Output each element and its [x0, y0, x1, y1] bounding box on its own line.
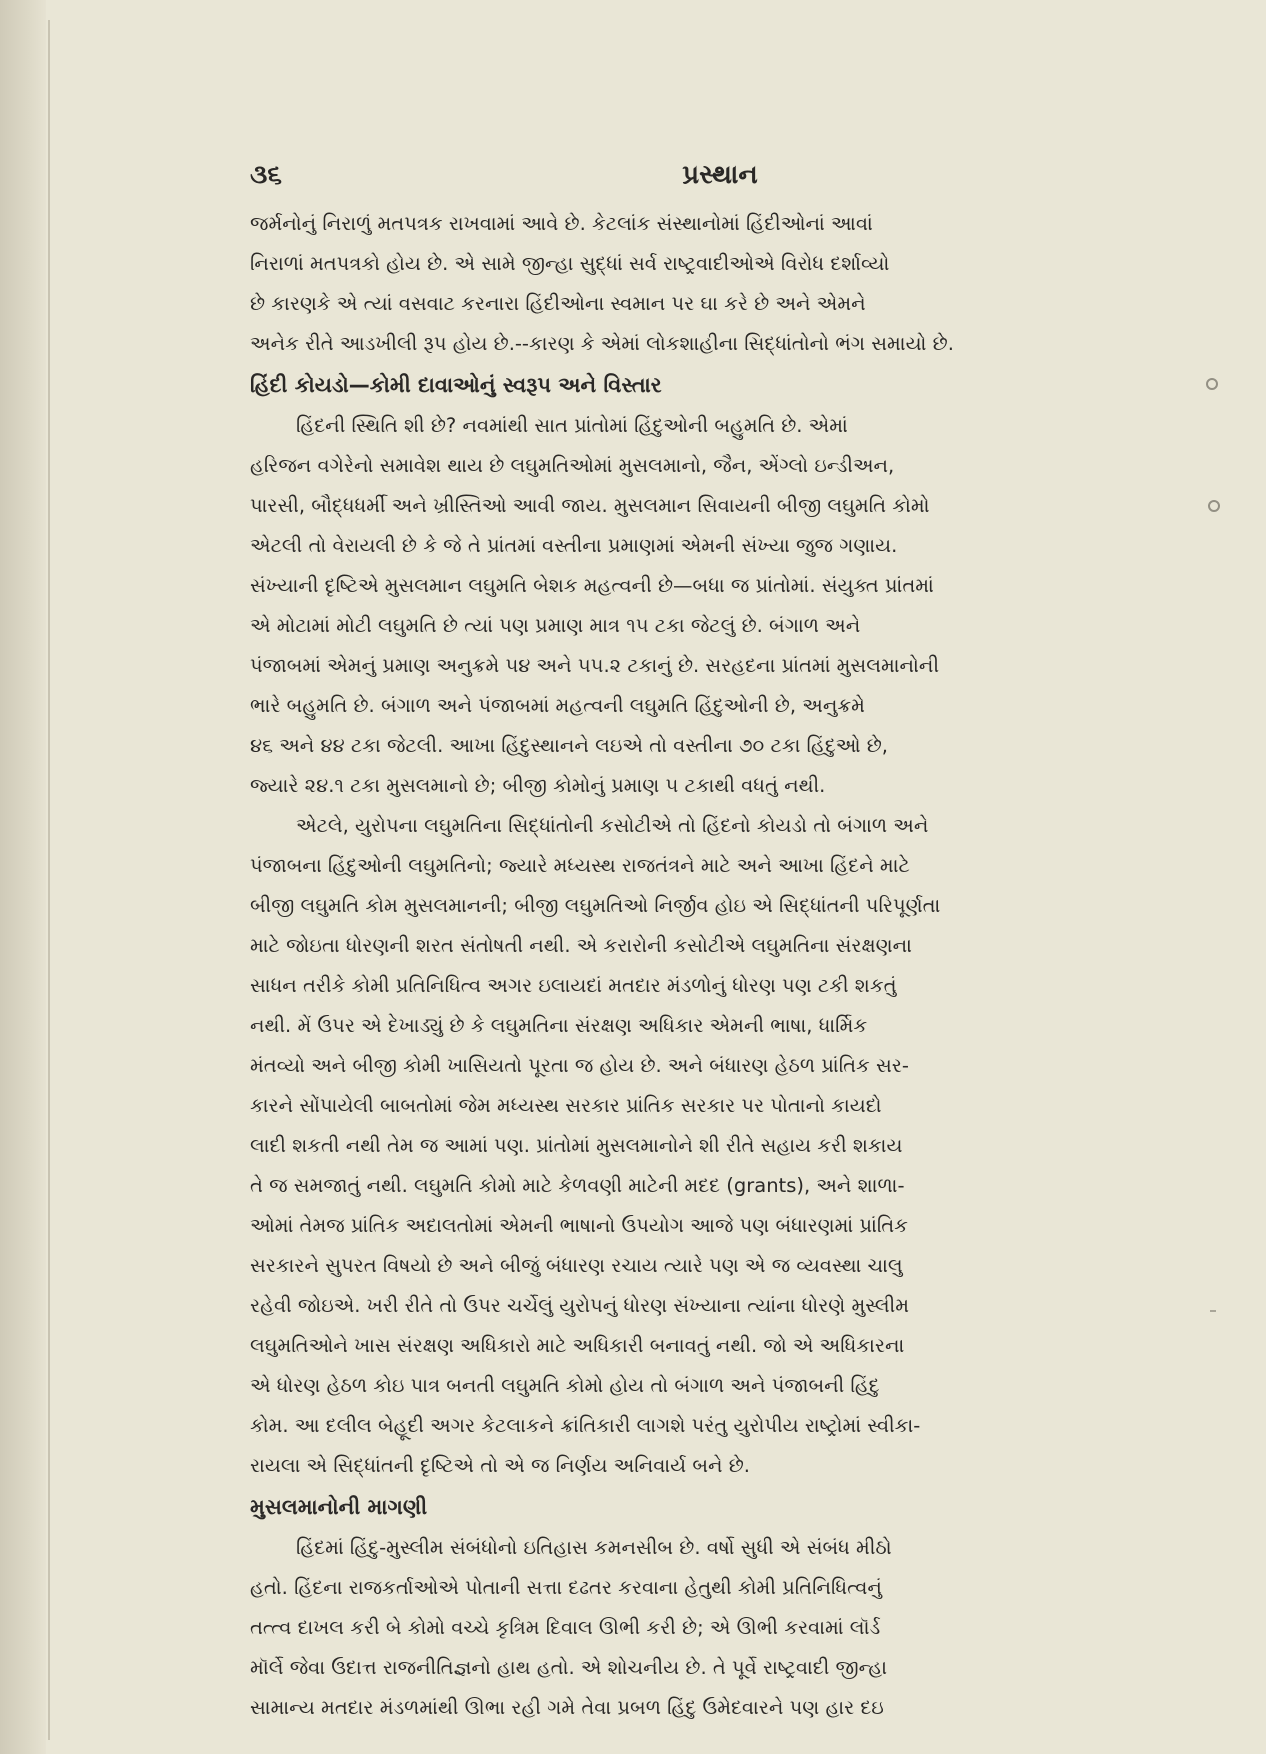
text-line: ઓમાં તેમજ પ્રાંતિક અદાલતોમાં એમની ભાષાનો ઉપયોગ આજે પણ બંધારણમાં પ્રાંતિક — [250, 1214, 908, 1237]
text-line: લાદી શકતી નથી તેમ જ આમાં પણ. પ્રાંતોમાં મુસલમાનોને શી રીતે સહાય કરી શકાય — [250, 1134, 903, 1157]
text-line: કોમ. આ દલીલ બેહૂદી અગર કેટલાકને ક્રાંતિકારી લાગશે પરંતુ યુરોપીય રાષ્ટ્રોમાં સ્વીકા- — [250, 1414, 921, 1437]
text-line: પંજાબમાં એમનું પ્રમાણ અનુક્રમે ૫૪ અને ૫૫.૨ ટકાનું છે. સરહદના પ્રાંતમાં મુસલમાનોની — [250, 654, 940, 677]
text-line: જ્યારે ૨૪.૧ ટકા મુસલમાનો છે; બીજી કોમોનું પ્રમાણ ૫ ટકાથી વધતું નથી. — [250, 774, 826, 797]
margin-speck — [1208, 500, 1220, 512]
text-line: ભારે બહુમતિ છે. બંગાળ અને પંજાબમાં મહત્વની લઘુમતિ હિંદુઓની છે, અનુક્રમે — [250, 694, 865, 717]
text-line: તત્ત્વ દાખલ કરી બે કોમો વચ્ચે કૃત્રિમ દિવાલ ઊભી કરી છે; એ ઊભી કરવામાં લૉર્ડ — [250, 1616, 881, 1639]
scan-edge — [0, 0, 46, 1754]
text-line: સાધન તરીકે કોમી પ્રતિનિધિત્વ અગર ઇલાયદાં મતદાર મંડળોનું ધોરણ પણ ટકી શકતું — [250, 974, 897, 997]
text-line: તે જ સમજાતું નથી. લઘુમતિ કોમો માટે કેળવણી માટેની મદદ (grants), અને શાળા- — [250, 1174, 905, 1197]
section-heading: હિંદી કોયડો—કોમી દાવાઓનું સ્વરૂપ અને વિસ્તાર — [250, 373, 662, 397]
text-line: અનેક રીતે આડખીલી રૂપ હોય છે.--કારણ કે એમાં લોકશાહીના સિદ્ધાંતોનો ભંગ સમાયો છે. — [250, 332, 954, 355]
margin-speck — [1206, 378, 1218, 390]
text-line: નથી. મેં ઉપર એ દેખાડ્યું છે કે લઘુમતિના સંરક્ષણ અધિકાર એમની ભાષા, ધાર્મિક — [250, 1014, 868, 1037]
text-line: એ મોટામાં મોટી લઘુમતિ છે ત્યાં પણ પ્રમાણ માત્ર ૧૫ ટકા જેટલું છે. બંગાળ અને — [250, 614, 861, 637]
body-text — [250, 204, 1190, 1728]
text-line: નિરાળાં મતપત્રકો હોય છે. એ સામે જીન્હા સુદ્ધાં સર્વ રાષ્ટ્રવાદીઓએ વિરોધ દર્શાવ્યો — [250, 252, 890, 275]
text-line: હતો. હિંદના રાજકર્તાઓએ પોતાની સત્તા દઢતર કરવાના હેતુથી કોમી પ્રતિનિધિત્વનું — [250, 1576, 882, 1599]
text-line: પંજાબના હિંદુઓની લઘુમતિનો; જ્યારે મધ્યસ્થ રાજતંત્રને માટે અને આખા હિંદને માટે — [250, 854, 910, 877]
text-line: રાયલા એ સિદ્ધાંતની દૃષ્ટિએ તો એ જ નિર્ણય અનિવાર્ય બને છે. — [250, 1454, 750, 1477]
text-line: મૉર્લે જેવા ઉદાત્ત રાજનીતિજ્ઞનો હાથ હતો. એ શોચનીય છે. તે પૂર્વે રાષ્ટ્રવાદી જીન્હા — [250, 1656, 888, 1679]
text-line: માટે જોઇતા ધોરણની શરત સંતોષતી નથી. એ કરારોની કસોટીએ લઘુમતિના સંરક્ષણના — [250, 934, 912, 957]
text-line: હિંદમાં હિંદુ-મુસ્લીમ સંબંધોનો ઇતિહાસ કમનસીબ છે. વર્ષો સુધી એ સંબંધ મીઠો — [296, 1536, 892, 1559]
text-line: બીજી લઘુમતિ કોમ મુસલમાનની; બીજી લઘુમતિઓ નિર્જીવ હોઇ એ સિદ્ધાંતની પરિપૂર્ણતા — [250, 894, 941, 917]
running-head — [250, 160, 1190, 204]
section-heading: મુસલમાનોની માગણી — [250, 1495, 428, 1519]
page-number: ૩૬ — [250, 160, 282, 190]
book-page — [250, 160, 1190, 1728]
text-line: સરકારને સુપરત વિષયો છે અને બીજું બંધારણ રચાય ત્યારે પણ એ જ વ્યવસ્થા ચાલુ — [250, 1254, 903, 1277]
text-line: સંખ્યાની દૃષ્ટિએ મુસલમાન લઘુમતિ બેશક મહત્વની છે—બધા જ પ્રાંતોમાં. સંયુક્ત પ્રાંતમાં — [250, 574, 934, 597]
text-line: કારને સોંપાયેલી બાબતોમાં જેમ મધ્યસ્થ સરકાર પ્રાંતિક સરકાર પર પોતાનો કાયદો — [250, 1094, 882, 1117]
text-line: છે કારણકે એ ત્યાં વસવાટ કરનારા હિંદીઓના સ્વમાન પર ઘા કરે છે અને એમને — [250, 292, 866, 315]
running-title: પ્રસ્થાન — [682, 160, 758, 190]
text-line: લઘુમતિઓને ખાસ સંરક્ષણ અધિકારો માટે અધિકારી બનાવતું નથી. જો એ અધિકારના — [250, 1334, 905, 1357]
text-line: સામાન્ય મતદાર મંડળમાંથી ઊભા રહી ગમે તેવા પ્રબળ હિંદુ ઉમેદવારને પણ હાર દઇ — [250, 1696, 884, 1719]
binding-fold — [48, 20, 50, 1740]
text-line: હરિજન વગેરેનો સમાવેશ થાય છે લઘુમતિઓમાં મુસલમાનો, જૈન, એંગ્લો ઇન્ડીઅન, — [250, 454, 895, 477]
text-line: હિંદની સ્થિતિ શી છે? નવમાંથી સાત પ્રાંતોમાં હિંદુઓની બહુમતિ છે. એમાં — [296, 414, 848, 437]
text-line: મંતવ્યો અને બીજી કોમી ખાસિયતો પૂરતા જ હોય છે. અને બંધારણ હેઠળ પ્રાંતિક સર- — [250, 1054, 909, 1077]
text-line: ૪૬ અને ૪૪ ટકા જેટલી. આખા હિંદુસ્થાનને લઇએ તો વસ્તીના ૭૦ ટકા હિંદુઓ છે, — [250, 734, 889, 757]
text-line: એટલે, યુરોપના લઘુમતિના સિદ્ધાંતોની કસોટીએ તો હિંદનો કોયડો તો બંગાળ અને — [296, 814, 929, 837]
text-line: એ ધોરણ હેઠળ કોઇ પાત્ર બનતી લઘુમતિ કોમો હોય તો બંગાળ અને પંજાબની હિંદુ — [250, 1374, 880, 1397]
text-line: એટલી તો વેરાયલી છે કે જે તે પ્રાંતમાં વસ્તીના પ્રમાણમાં એમની સંખ્યા જુજ ગણાય. — [250, 534, 898, 557]
margin-speck — [1210, 1310, 1216, 1312]
text-line: રહેવી જોઇએ. ખરી રીતે તો ઉપર ચર્ચેલું યુરોપનું ધોરણ સંખ્યાના ત્યાંના ધોરણે મુસ્લીમ — [250, 1294, 910, 1317]
text-line: પારસી, બૌદ્ધધર્મી અને ખ્રીસ્તિઓ આવી જાય. મુસલમાન સિવાયની બીજી લઘુમતિ કોમો — [250, 494, 930, 517]
text-line: જર્મનોનું નિરાળું મતપત્રક રાખવામાં આવે છે. કેટલાંક સંસ્થાનોમાં હિંદીઓનાં આવાં — [250, 212, 873, 235]
